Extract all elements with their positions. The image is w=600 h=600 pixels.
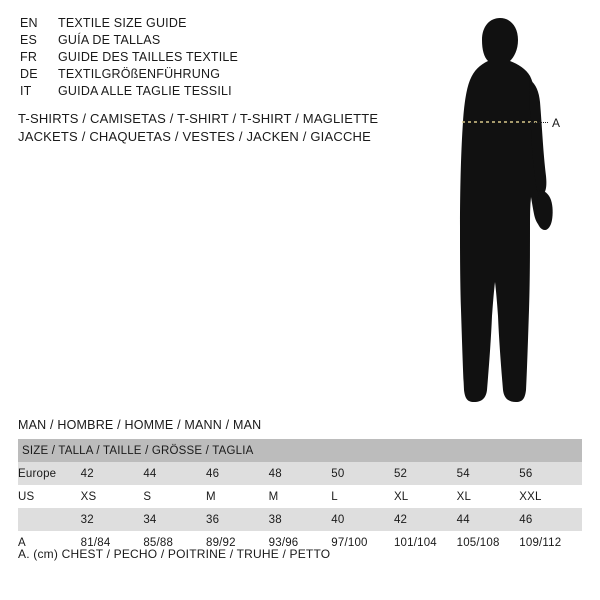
cell-value: 42 — [393, 513, 408, 526]
language-row — [20, 33, 400, 50]
footnote: A. (cm) CHEST / PECHO / POITRINE / TRUHE / PETTO — [18, 547, 331, 561]
size-table-area — [18, 418, 582, 554]
language-code: ES — [20, 33, 38, 47]
cell-value: 56 — [519, 467, 533, 480]
cell-value: 44 — [456, 513, 470, 526]
cell-value: 44 — [143, 467, 157, 480]
cell-value: 34 — [143, 513, 157, 526]
language-text: GUÍA DE TALLAS — [58, 33, 161, 47]
table-header-label: SIZE / TALLA / TAILLE / GRÖSSE / TAGLIA — [22, 444, 254, 457]
language-text: TEXTILGRÖßENFÜHRUNG — [58, 67, 221, 81]
category-line-tshirts: T-SHIRTS / CAMISETAS / T-SHIRT / T-SHIRT / MAGLIETTE — [18, 111, 379, 126]
cell-value: 54 — [456, 467, 470, 480]
cell-value: 46 — [205, 467, 220, 480]
cell-value: XL — [393, 490, 409, 503]
table-row — [18, 508, 582, 531]
category-list — [18, 110, 418, 146]
figure-illustration — [400, 10, 600, 410]
category-line-jackets: JACKETS / CHAQUETAS / VESTES / JACKEN / GIACCHE — [18, 129, 372, 144]
measure-label-a: A — [552, 116, 561, 130]
language-text: TEXTILE SIZE GUIDE — [58, 16, 187, 30]
cell-value: 40 — [331, 513, 345, 526]
row-label — [18, 508, 81, 531]
table-header-row — [18, 439, 582, 462]
language-row — [20, 16, 400, 33]
language-code: EN — [20, 16, 38, 30]
male-silhouette-icon — [400, 10, 600, 410]
cell-value: 81/84 — [80, 536, 111, 549]
cell-value: 85/88 — [143, 536, 174, 549]
row-label: US — [18, 490, 35, 503]
cell-value: 50 — [331, 467, 345, 480]
language-row — [20, 67, 400, 84]
cell-value: M — [205, 490, 216, 503]
cell-value: L — [331, 490, 338, 503]
cell-value: XXL — [519, 490, 542, 503]
row-label: A — [18, 536, 26, 549]
cell-value: S — [143, 490, 152, 503]
language-text: GUIDA ALLE TAGLIE TESSILI — [58, 84, 232, 98]
language-list — [20, 16, 400, 101]
language-code: FR — [20, 50, 38, 64]
cell-value: 93/96 — [268, 536, 299, 549]
cell-value: 36 — [205, 513, 220, 526]
language-text: GUIDE DES TAILLES TEXTILE — [58, 50, 239, 64]
cell-value: 42 — [80, 467, 94, 480]
measure-leader-line — [530, 122, 548, 124]
cell-value: 38 — [268, 513, 282, 526]
cell-value: 101/104 — [393, 536, 437, 549]
language-row — [20, 50, 400, 67]
cell-value: 46 — [519, 513, 533, 526]
cell-value: 89/92 — [205, 536, 236, 549]
table-row — [18, 462, 582, 485]
cell-value: 32 — [80, 513, 94, 526]
cell-value: 109/112 — [519, 536, 562, 549]
cell-value: 97/100 — [331, 536, 368, 549]
row-label: Europe — [18, 467, 57, 480]
language-code: IT — [20, 84, 32, 98]
cell-value: XL — [456, 490, 472, 503]
cell-value: XS — [80, 490, 97, 503]
language-code: DE — [20, 67, 38, 81]
cell-value: 52 — [393, 467, 408, 480]
cell-value: 105/108 — [456, 536, 500, 549]
cell-value: M — [268, 490, 279, 503]
table-title: MAN / HOMBRE / HOMME / MANN / MAN — [18, 418, 262, 432]
language-row — [20, 84, 400, 101]
size-table — [18, 439, 582, 554]
table-row — [18, 485, 582, 508]
cell-value: 48 — [268, 467, 282, 480]
